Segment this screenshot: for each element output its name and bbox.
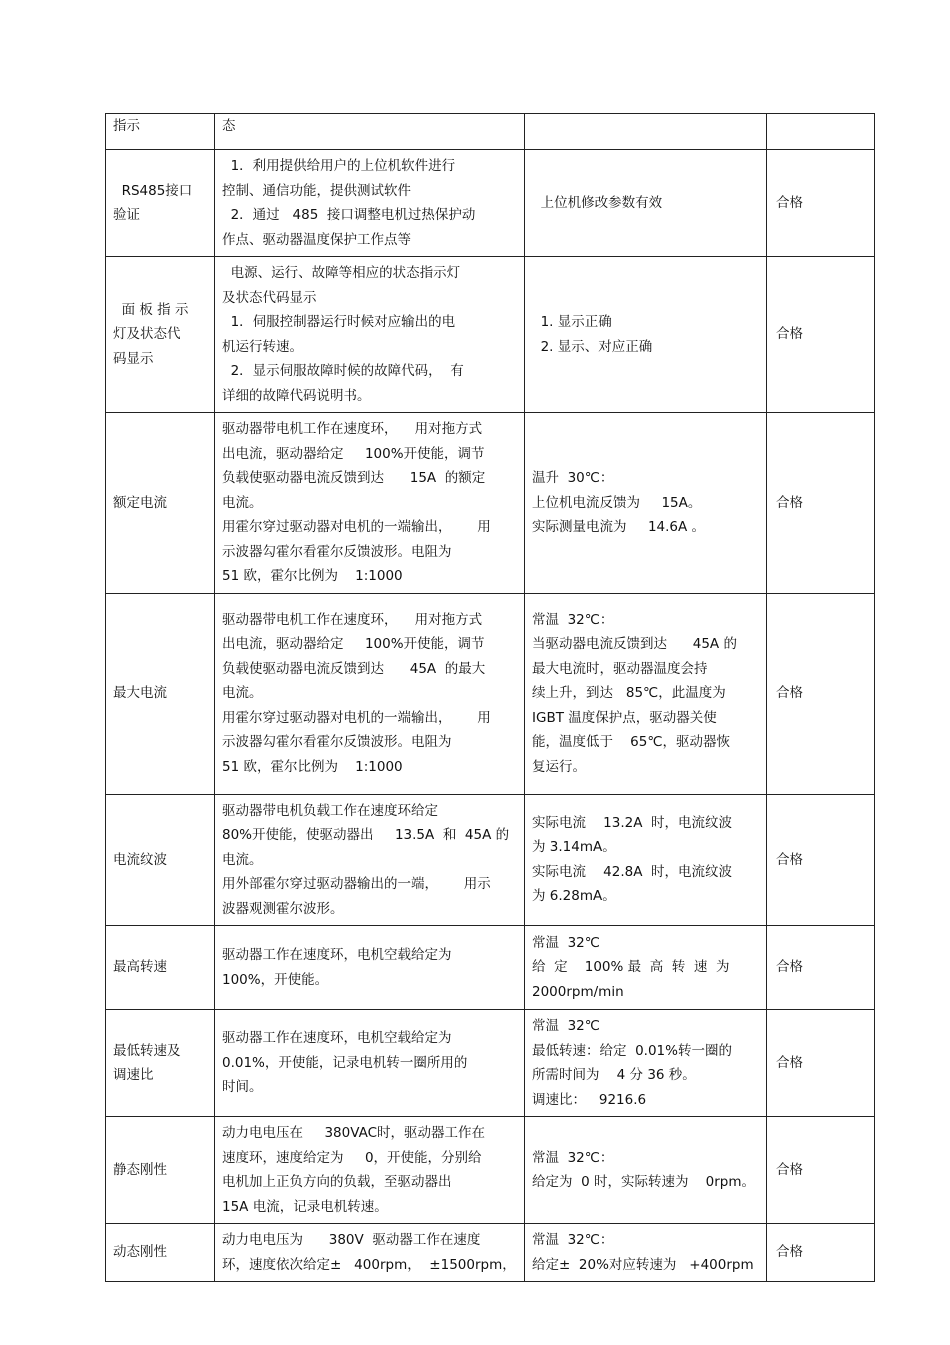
table-row xyxy=(106,794,875,926)
method-line: 波器观测霍尔波形。 xyxy=(222,900,344,917)
result-line: 最低转速：给定 0.01%转一圈的 xyxy=(532,1042,732,1059)
result-line: 调速比： 9216.6 xyxy=(532,1091,647,1108)
method-line: 用霍尔穿过驱动器对电机的一端输出， 用 xyxy=(222,519,491,535)
result-line: 常温 32℃： xyxy=(532,1232,614,1248)
verdict-text: 合格 xyxy=(776,194,803,211)
item-line: 最大电流 xyxy=(113,685,167,702)
cell-item xyxy=(106,1224,215,1282)
method-line: 负载使驱动器电流反馈到达 15A 的额定 xyxy=(222,470,486,486)
item-line: 动态刚性 xyxy=(113,1244,167,1261)
table-row xyxy=(106,593,875,794)
result-line: 常温 32℃： xyxy=(532,1149,614,1166)
cell-verdict xyxy=(767,413,875,594)
table-row xyxy=(106,1224,875,1282)
result-line: 实际电流 13.2A 时，电流纹波 xyxy=(532,814,733,831)
cell-verdict xyxy=(767,114,875,150)
result-line: 最大电流时，驱动器温度会持 xyxy=(532,660,708,677)
cell-item xyxy=(106,257,215,413)
cell-result xyxy=(525,413,767,594)
method-line: 电流。 xyxy=(222,685,263,702)
method-line: 态 xyxy=(222,118,236,134)
item-line: 电流纹波 xyxy=(113,851,167,868)
cell-verdict xyxy=(767,794,875,926)
item-line: 静态刚性 xyxy=(113,1161,167,1178)
cell-result xyxy=(525,1010,767,1117)
table-row xyxy=(106,413,875,594)
cell-verdict xyxy=(767,926,875,1010)
table-row xyxy=(106,257,875,413)
result-line: 常温 32℃： xyxy=(532,611,614,628)
result-line: 给定为 0 时，实际转速为 0rpm。 xyxy=(532,1174,755,1190)
item-line: RS485接口 xyxy=(113,182,193,199)
cell-verdict xyxy=(767,1010,875,1117)
method-line: 驱动器带电机工作在速度环， 用对拖方式 xyxy=(222,421,483,437)
test-results-table xyxy=(105,113,875,1282)
method-line: 驱动器工作在速度环，电机空载给定为 xyxy=(222,947,452,963)
result-line: 2. 显示、对应正确 xyxy=(532,338,653,355)
cell-verdict xyxy=(767,150,875,257)
verdict-text: 合格 xyxy=(776,494,803,511)
result-line: 1. 显示正确 xyxy=(532,314,612,330)
cell-verdict xyxy=(767,1117,875,1224)
cell-result xyxy=(525,593,767,794)
method-line: 51 欧，霍尔比例为 1:1000 xyxy=(222,758,403,775)
table-row xyxy=(106,926,875,1010)
result-line: 为 3.14mA。 xyxy=(532,839,616,856)
table-body xyxy=(106,114,875,1282)
cell-result xyxy=(525,1224,767,1282)
method-line: 出电流，驱动器给定 100%开使能，调节 xyxy=(222,636,485,653)
verdict-text: 合格 xyxy=(776,851,803,868)
cell-result xyxy=(525,1117,767,1224)
item-line: 灯及状态代 xyxy=(113,326,181,343)
method-line: 作点、驱动器温度保护工作点等 xyxy=(222,231,411,248)
cell-method xyxy=(215,1224,525,1282)
method-line: 负载使驱动器电流反馈到达 45A 的最大 xyxy=(222,660,486,677)
method-line: 1．利用提供给用户的上位机软件进行 xyxy=(222,158,456,174)
method-line: 驱动器带电机工作在速度环， 用对拖方式 xyxy=(222,611,483,628)
result-line: 上位机修改参数有效 xyxy=(532,194,663,211)
cell-result xyxy=(525,257,767,413)
cell-item xyxy=(106,413,215,594)
result-line: 常温 32℃ xyxy=(532,1018,600,1034)
verdict-text: 合格 xyxy=(776,959,803,976)
method-line: 动力电电压在 380VAC时，驱动器工作在 xyxy=(222,1125,486,1141)
table-row xyxy=(106,150,875,257)
method-line: 电流。 xyxy=(222,494,263,511)
cell-item xyxy=(106,150,215,257)
result-line: 给定± 20%对应转速为 +400rpm xyxy=(532,1256,754,1273)
cell-item xyxy=(106,593,215,794)
cell-method xyxy=(215,1010,525,1117)
method-line: 速度环，速度给定为 0，开使能，分别给 xyxy=(222,1149,482,1166)
method-line: 用外部霍尔穿过驱动器输出的一端， 用示 xyxy=(222,876,491,892)
item-line: 额定电流 xyxy=(113,494,167,511)
result-line: 当驱动器电流反馈到达 45A 的 xyxy=(532,636,737,653)
verdict-text: 合格 xyxy=(776,685,803,702)
result-line: 为 6.28mA。 xyxy=(532,888,616,905)
method-line: 100%，开使能。 xyxy=(222,971,329,988)
item-line: 面 板 指 示 xyxy=(113,301,189,318)
cell-item xyxy=(106,114,215,150)
result-line: 续上升，到达 85℃，此温度为 xyxy=(532,685,726,702)
result-line: IGBT 温度保护点，驱动器关使 xyxy=(532,709,717,726)
item-line: 码显示 xyxy=(113,350,154,367)
result-line: 实际电流 42.8A 时，电流纹波 xyxy=(532,863,733,880)
method-line: 机运行转速。 xyxy=(222,338,303,355)
result-line: 能，温度低于 65℃，驱动器恢 xyxy=(532,734,731,751)
result-line: 复运行。 xyxy=(532,758,586,775)
result-line: 上位机电流反馈为 15A。 xyxy=(532,494,702,511)
verdict-text: 合格 xyxy=(776,1161,803,1178)
cell-result xyxy=(525,114,767,150)
cell-verdict xyxy=(767,1224,875,1282)
method-line: 80%开使能，使驱动器出 13.5A 和 45A 的 xyxy=(222,827,510,843)
method-line: 用霍尔穿过驱动器对电机的一端输出， 用 xyxy=(222,709,491,726)
cell-method xyxy=(215,593,525,794)
method-line: 1．伺服控制器运行时候对应输出的电 xyxy=(222,314,456,330)
result-line: 2000rpm/min xyxy=(532,983,624,1000)
cell-method xyxy=(215,794,525,926)
method-line: 控制、通信功能，提供测试软件 xyxy=(222,182,411,199)
item-line: 最高转速 xyxy=(113,959,167,976)
method-line: 详细的故障代码说明书。 xyxy=(222,387,371,404)
result-line: 实际测量电流为 14.6A 。 xyxy=(532,519,706,535)
verdict-text: 合格 xyxy=(776,1244,803,1261)
cell-method xyxy=(215,150,525,257)
item-line: 调速比 xyxy=(113,1067,154,1083)
cell-verdict xyxy=(767,593,875,794)
method-line: 51 欧，霍尔比例为 1:1000 xyxy=(222,568,403,584)
method-line: 及状态代码显示 xyxy=(222,289,317,306)
method-line: 驱动器带电机负载工作在速度环给定 xyxy=(222,802,438,819)
table-row xyxy=(106,114,875,150)
method-line: 电流。 xyxy=(222,851,263,868)
item-line: 最低转速及 xyxy=(113,1042,181,1059)
item-line: 验证 xyxy=(113,207,140,223)
verdict-text: 合格 xyxy=(776,1054,803,1071)
method-line: 示波器勾霍尔看霍尔反馈波形。电阻为 xyxy=(222,543,452,560)
result-line: 所需时间为 4 分 36 秒。 xyxy=(532,1067,696,1083)
cell-method xyxy=(215,1117,525,1224)
method-line: 0.01%，开使能，记录电机转一圈所用的 xyxy=(222,1054,468,1071)
result-line: 温升 30℃： xyxy=(532,470,614,486)
cell-method xyxy=(215,926,525,1010)
item-line: 指示 xyxy=(113,118,140,134)
cell-method xyxy=(215,257,525,413)
method-line: 电源、运行、故障等相应的状态指示灯 xyxy=(222,265,461,281)
method-line: 15A 电流，记录电机转速。 xyxy=(222,1198,388,1215)
result-line: 常温 32℃ xyxy=(532,934,600,951)
method-line: 驱动器工作在速度环，电机空载给定为 xyxy=(222,1030,452,1047)
cell-result xyxy=(525,794,767,926)
cell-item xyxy=(106,794,215,926)
table-row xyxy=(106,1010,875,1117)
table-row xyxy=(106,1117,875,1224)
cell-item xyxy=(106,926,215,1010)
method-line: 电机加上正负方向的负载，至驱动器出 xyxy=(222,1174,452,1190)
cell-method xyxy=(215,114,525,150)
cell-verdict xyxy=(767,257,875,413)
method-line: 时间。 xyxy=(222,1079,263,1096)
result-line: 给 定 100% 最 高 转 速 为 xyxy=(532,959,730,976)
cell-item xyxy=(106,1117,215,1224)
method-line: 环，速度依次给定± 400rpm， ±1500rpm， xyxy=(222,1256,516,1273)
method-line: 出电流，驱动器给定 100%开使能，调节 xyxy=(222,445,485,462)
cell-item xyxy=(106,1010,215,1117)
method-line: 2．显示伺服故障时候的故障代码， 有 xyxy=(222,363,464,379)
cell-result xyxy=(525,150,767,257)
cell-result xyxy=(525,926,767,1010)
method-line: 示波器勾霍尔看霍尔反馈波形。电阻为 xyxy=(222,734,452,751)
method-line: 动力电电压为 380V 驱动器工作在速度 xyxy=(222,1232,481,1248)
method-line: 2．通过 485 接口调整电机过热保护动 xyxy=(222,207,476,223)
verdict-text: 合格 xyxy=(776,326,803,343)
cell-method xyxy=(215,413,525,594)
